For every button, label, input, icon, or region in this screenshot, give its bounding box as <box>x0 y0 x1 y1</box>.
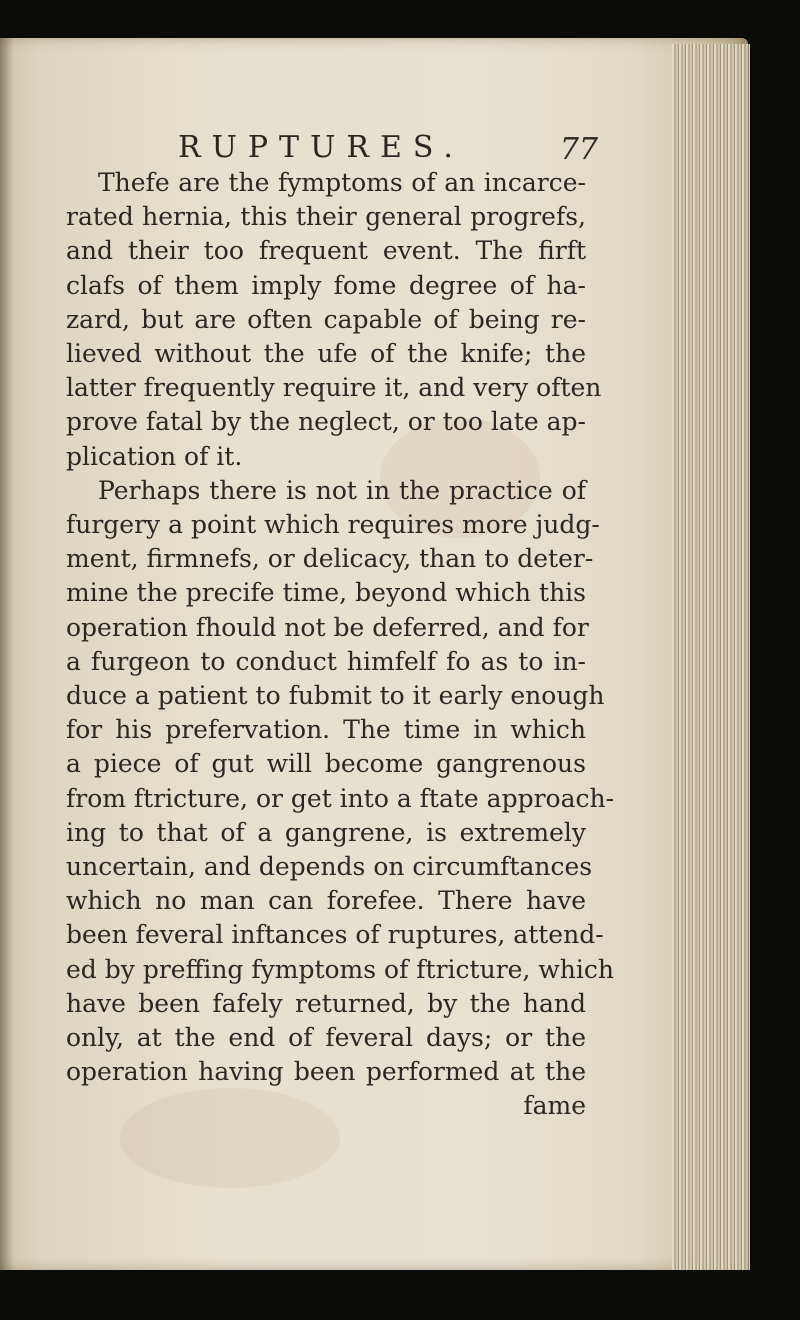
background-shadow <box>748 30 800 1290</box>
text-line: duce a patient to fubmit to it early enough <box>66 681 605 711</box>
text-line: been feveral inftances of ruptures, attend- <box>66 920 604 950</box>
text-line: only, at the end of feveral days; or the <box>66 1023 586 1053</box>
body-text <box>66 166 615 1124</box>
text-line: uncertain, and depends on circumftances <box>66 852 593 882</box>
text-line: operation having been performed at the <box>66 1057 586 1087</box>
text-line: zard, but are often capable of being re- <box>66 304 586 334</box>
text-line: furgery a point which requires more judg- <box>66 510 600 540</box>
text-line: ing to that of a gangrene, is extremely <box>66 817 586 847</box>
text-line: for his prefervation. The time in which <box>66 715 586 745</box>
text-line: ed by preffing fymptoms of ftricture, which <box>66 954 614 984</box>
text-line: mine the precife time, beyond which this <box>66 578 586 608</box>
text-line: latter frequently require it, and very often <box>66 373 602 403</box>
page-number: 77 <box>559 132 598 167</box>
text-line: clafs of them imply fome degree of ha- <box>66 270 586 300</box>
running-head: RUPTURES. <box>178 130 464 165</box>
text-line: ment, firmnefs, or delicacy, than to deter- <box>66 544 594 574</box>
text-line: rated hernia, this their general progrefs, <box>66 202 586 232</box>
text-line: have been fafely returned, by the hand <box>66 988 586 1018</box>
page-edges <box>672 44 750 1270</box>
text-line: lieved without the ufe of the knife; the <box>66 339 586 369</box>
text-line: which no man can forefee. There have <box>66 886 586 916</box>
gutter-shadow <box>0 38 14 1270</box>
text-line: a piece of gut will become gangrenous <box>66 749 586 779</box>
text-line: plication of it. <box>66 441 243 471</box>
text-line: Thefe are the fymptoms of an incarce- <box>98 168 586 197</box>
text-line: a furgeon to conduct himfelf fo as to in- <box>66 646 586 676</box>
text-line: and their too frequent event. The firft <box>66 236 586 266</box>
text-line: Perhaps there is not in the practice of <box>98 475 586 505</box>
text-line: from ftricture, or get into a ftate approach- <box>66 783 615 813</box>
text-line: prove fatal by the neglect, or too late ap- <box>66 407 586 437</box>
catchword: fame <box>523 1091 586 1121</box>
text-line: operation fhould not be deferred, and for <box>66 612 589 642</box>
